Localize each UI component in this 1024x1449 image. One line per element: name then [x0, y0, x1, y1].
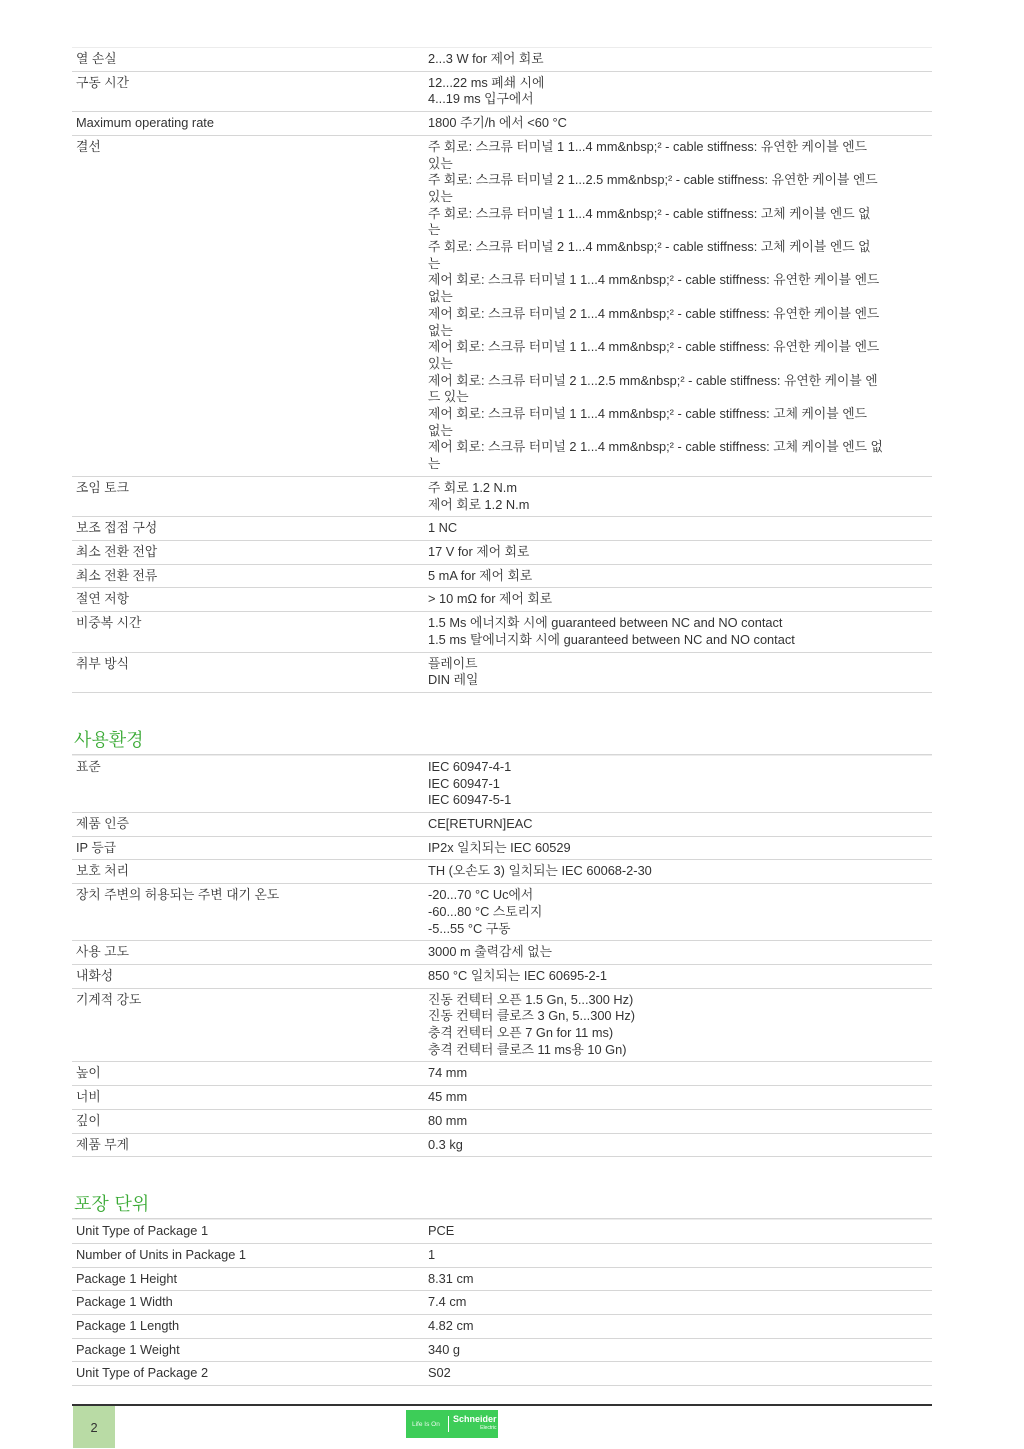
spec-row [72, 988, 932, 1062]
spec-value-line: 는 [428, 255, 441, 271]
spec-value-line: 주 회로: 스크류 터미널 1 1...4 mm&nbsp;² - cable stiffness: 고체 케이블 엔드 없 [428, 205, 871, 221]
spec-value [424, 1220, 932, 1244]
spec-value-line: 17 V for 제어 회로 [428, 543, 530, 559]
spec-row [72, 540, 932, 564]
logo-brand-sub: Electric [480, 1425, 497, 1431]
section-title-packing-units: 포장 단위 [72, 1194, 932, 1219]
spec-value-line: 있는 [428, 188, 453, 204]
spec-value [424, 1243, 932, 1267]
spec-value [424, 884, 932, 941]
spec-row [72, 1243, 932, 1267]
spec-label: Package 1 Weight [72, 1338, 424, 1362]
spec-value-line: 충격 컨텍터 오픈 7 Gn for 11 ms) [428, 1025, 614, 1041]
spec-row [72, 964, 932, 988]
spec-value-line: 는 [428, 222, 441, 238]
spec-value-line: 충격 컨텍터 클로즈 11 ms용 10 Gn) [428, 1041, 627, 1057]
spec-row [72, 860, 932, 884]
spec-value [424, 1315, 932, 1339]
spec-value [424, 836, 932, 860]
spec-value [424, 564, 932, 588]
spec-value-line: 8.31 cm [428, 1270, 474, 1286]
spec-row [72, 1291, 932, 1315]
spec-value [424, 1362, 932, 1386]
spec-value [424, 1133, 932, 1157]
spec-row [72, 71, 932, 111]
spec-value-line: 드 있는 [428, 389, 469, 405]
spec-value-line: 있는 [428, 355, 453, 371]
spec-value-line: 1800 주기/h 에서 <60 °C [428, 115, 567, 131]
spec-value-line: 제어 회로: 스크류 터미널 1 1...4 mm&nbsp;² - cable stiffness: 유연한 케이블 엔드 [428, 272, 880, 288]
spec-label: 절연 저항 [72, 588, 424, 612]
spec-label: 구동 시간 [72, 71, 424, 111]
spec-value-line: 5 mA for 제어 회로 [428, 567, 533, 583]
spec-row [72, 112, 932, 136]
spec-value-line: -60...80 °C 스토리지 [428, 903, 543, 919]
spec-value [424, 135, 932, 476]
spec-value [424, 652, 932, 692]
spec-value [424, 1062, 932, 1086]
spec-label: 최소 전환 전압 [72, 540, 424, 564]
spec-label: 내화성 [72, 964, 424, 988]
spec-value-line: 0.3 kg [428, 1136, 463, 1152]
spec-value-line: CE[RETURN]EAC [428, 816, 533, 832]
spec-row [72, 1220, 932, 1244]
spec-row [72, 813, 932, 837]
spec-value [424, 964, 932, 988]
spec-value-line: 1 NC [428, 520, 458, 536]
datasheet-page [72, 47, 932, 1386]
spec-row [72, 755, 932, 812]
logo-separator [448, 1416, 449, 1432]
spec-value-line: PCE [428, 1223, 455, 1239]
spec-value-line: 7.4 cm [428, 1294, 467, 1310]
spec-row [72, 1362, 932, 1386]
spec-label: 보호 처리 [72, 860, 424, 884]
spec-value-line: 1 [428, 1246, 436, 1262]
spec-label: Number of Units in Package 1 [72, 1243, 424, 1267]
spec-row [72, 884, 932, 941]
spec-value-line: 340 g [428, 1341, 461, 1357]
footer-divider [72, 1404, 932, 1406]
spec-value [424, 755, 932, 812]
spec-label: 최소 전환 전류 [72, 564, 424, 588]
spec-value-line: DIN 레일 [428, 672, 479, 688]
spec-value-line: 제어 회로: 스크류 터미널 1 1...4 mm&nbsp;² - cable stiffness: 고체 케이블 엔드 [428, 406, 867, 422]
spec-label: 깊이 [72, 1109, 424, 1133]
spec-value-line: 없는 [428, 289, 453, 305]
spec-value-line: 74 mm [428, 1065, 468, 1081]
spec-row [72, 1086, 932, 1110]
spec-value-line: IEC 60947-4-1 [428, 758, 512, 774]
page-number: 2 [73, 1406, 115, 1448]
spec-value-line: 1.5 Ms 에너지화 시에 guaranteed between NC and NO contact [428, 615, 783, 631]
spec-value [424, 988, 932, 1062]
spec-label: 결선 [72, 135, 424, 476]
spec-label: 열 손실 [72, 48, 424, 72]
spec-value-line: -20...70 °C Uc에서 [428, 887, 534, 903]
spec-value-line: 있는 [428, 155, 453, 171]
spec-value-line: S02 [428, 1365, 451, 1381]
spec-row [72, 1315, 932, 1339]
spec-label: Package 1 Length [72, 1315, 424, 1339]
spec-row [72, 1133, 932, 1157]
spec-value [424, 1338, 932, 1362]
spec-row [72, 1109, 932, 1133]
spec-value-line: > 10 mΩ for 제어 회로 [428, 591, 553, 607]
spec-value-line: 850 °C 일치되는 IEC 60695-2-1 [428, 967, 608, 983]
spec-label: 너비 [72, 1086, 424, 1110]
spec-label: 제품 인증 [72, 813, 424, 837]
spec-value-line: 플레이트 [428, 655, 478, 671]
spec-value-line: 제어 회로: 스크류 터미널 1 1...4 mm&nbsp;² - cable stiffness: 유연한 케이블 엔드 [428, 339, 880, 355]
spec-value-line: 2...3 W for 제어 회로 [428, 51, 544, 66]
spec-row [72, 564, 932, 588]
spec-value-line: 12...22 ms 폐쇄 시에 [428, 74, 545, 90]
spec-value-line: 제어 회로 1.2 N.m [428, 496, 530, 512]
spec-value-line: 진동 컨텍터 클로즈 3 Gn, 5...300 Hz) [428, 1008, 636, 1024]
spec-row [72, 476, 932, 516]
spec-value-line: 주 회로: 스크류 터미널 2 1...4 mm&nbsp;² - cable stiffness: 고체 케이블 엔드 없 [428, 239, 871, 255]
spec-label: 제품 무게 [72, 1133, 424, 1157]
spec-value [424, 1291, 932, 1315]
spec-value [424, 588, 932, 612]
spec-table-characteristics [72, 47, 932, 693]
spec-row [72, 48, 932, 72]
spec-row [72, 612, 932, 652]
spec-value-line: 3000 m 출력감세 없는 [428, 944, 552, 960]
logo-tagline: Life Is On [412, 1420, 440, 1428]
spec-value [424, 540, 932, 564]
spec-label: Package 1 Width [72, 1291, 424, 1315]
spec-value [424, 1109, 932, 1133]
spec-value [424, 1086, 932, 1110]
spec-value [424, 860, 932, 884]
spec-value-line: 주 회로: 스크류 터미널 1 1...4 mm&nbsp;² - cable stiffness: 유연한 케이블 엔드 [428, 138, 867, 154]
brand-logo [406, 1410, 498, 1438]
spec-value-line: 주 회로: 스크류 터미널 2 1...2.5 mm&nbsp;² - cable stiffness: 유연한 케이블 엔드 [428, 172, 878, 188]
spec-label: 기계적 강도 [72, 988, 424, 1062]
spec-row [72, 135, 932, 476]
spec-label: 높이 [72, 1062, 424, 1086]
spec-value [424, 1267, 932, 1291]
spec-row [72, 836, 932, 860]
spec-value-line: IP2x 일치되는 IEC 60529 [428, 839, 571, 855]
logo-brand-name: Schneider [453, 1414, 497, 1424]
spec-value [424, 517, 932, 541]
spec-value-line: 45 mm [428, 1089, 468, 1105]
spec-value-line: 4.82 cm [428, 1318, 474, 1334]
spec-value-line: 제어 회로: 스크류 터미널 2 1...4 mm&nbsp;² - cable stiffness: 유연한 케이블 엔드 [428, 305, 880, 321]
spec-value-line: 4...19 ms 입구에서 [428, 91, 534, 107]
spec-value-line: 없는 [428, 322, 453, 338]
spec-value-line: 는 [428, 456, 441, 472]
spec-row [72, 588, 932, 612]
spec-label: 장치 주변의 허용되는 주변 대기 온도 [72, 884, 424, 941]
logo-brand [453, 1415, 497, 1433]
spec-value-line: IEC 60947-1 [428, 775, 500, 791]
spec-label: Package 1 Height [72, 1267, 424, 1291]
spec-label: IP 등급 [72, 836, 424, 860]
section-title-environment: 사용환경 [72, 730, 932, 755]
spec-label: Maximum operating rate [72, 112, 424, 136]
spec-value-line: 없는 [428, 422, 453, 438]
spec-value [424, 71, 932, 111]
spec-row [72, 941, 932, 965]
spec-label: 취부 방식 [72, 652, 424, 692]
spec-label: Unit Type of Package 2 [72, 1362, 424, 1386]
spec-value-line: 1.5 ms 탈에너지화 시에 guaranteed between NC and NO contact [428, 631, 795, 647]
spec-value [424, 612, 932, 652]
spec-value [424, 112, 932, 136]
spec-value [424, 941, 932, 965]
spec-value-line: 제어 회로: 스크류 터미널 2 1...4 mm&nbsp;² - cable stiffness: 고체 케이블 엔드 없 [428, 439, 883, 455]
spec-row [72, 1062, 932, 1086]
spec-row [72, 1338, 932, 1362]
spec-row [72, 1267, 932, 1291]
spec-label: 조임 토크 [72, 476, 424, 516]
spec-table-environment [72, 755, 932, 1157]
spec-label: 사용 고도 [72, 941, 424, 965]
spec-value-line: TH (오손도 3) 일치되는 IEC 60068-2-30 [428, 863, 652, 879]
spec-row [72, 652, 932, 692]
spec-value [424, 48, 932, 72]
spec-value-line: 주 회로 1.2 N.m [428, 479, 517, 495]
spec-value [424, 813, 932, 837]
spec-value-line: 진동 컨텍터 오픈 1.5 Gn, 5...300 Hz) [428, 991, 634, 1007]
spec-value-line: 80 mm [428, 1112, 468, 1128]
spec-label: Unit Type of Package 1 [72, 1220, 424, 1244]
spec-row [72, 517, 932, 541]
spec-label: 표준 [72, 755, 424, 812]
spec-value [424, 476, 932, 516]
spec-value-line: IEC 60947-5-1 [428, 792, 512, 808]
spec-label: 보조 접점 구성 [72, 517, 424, 541]
spec-table-packing-units [72, 1219, 932, 1386]
spec-label: 비중복 시간 [72, 612, 424, 652]
spec-value-line: 제어 회로: 스크류 터미널 2 1...2.5 mm&nbsp;² - cable stiffness: 유연한 케이블 엔 [428, 372, 878, 388]
spec-value-line: -5...55 °C 구동 [428, 920, 511, 936]
